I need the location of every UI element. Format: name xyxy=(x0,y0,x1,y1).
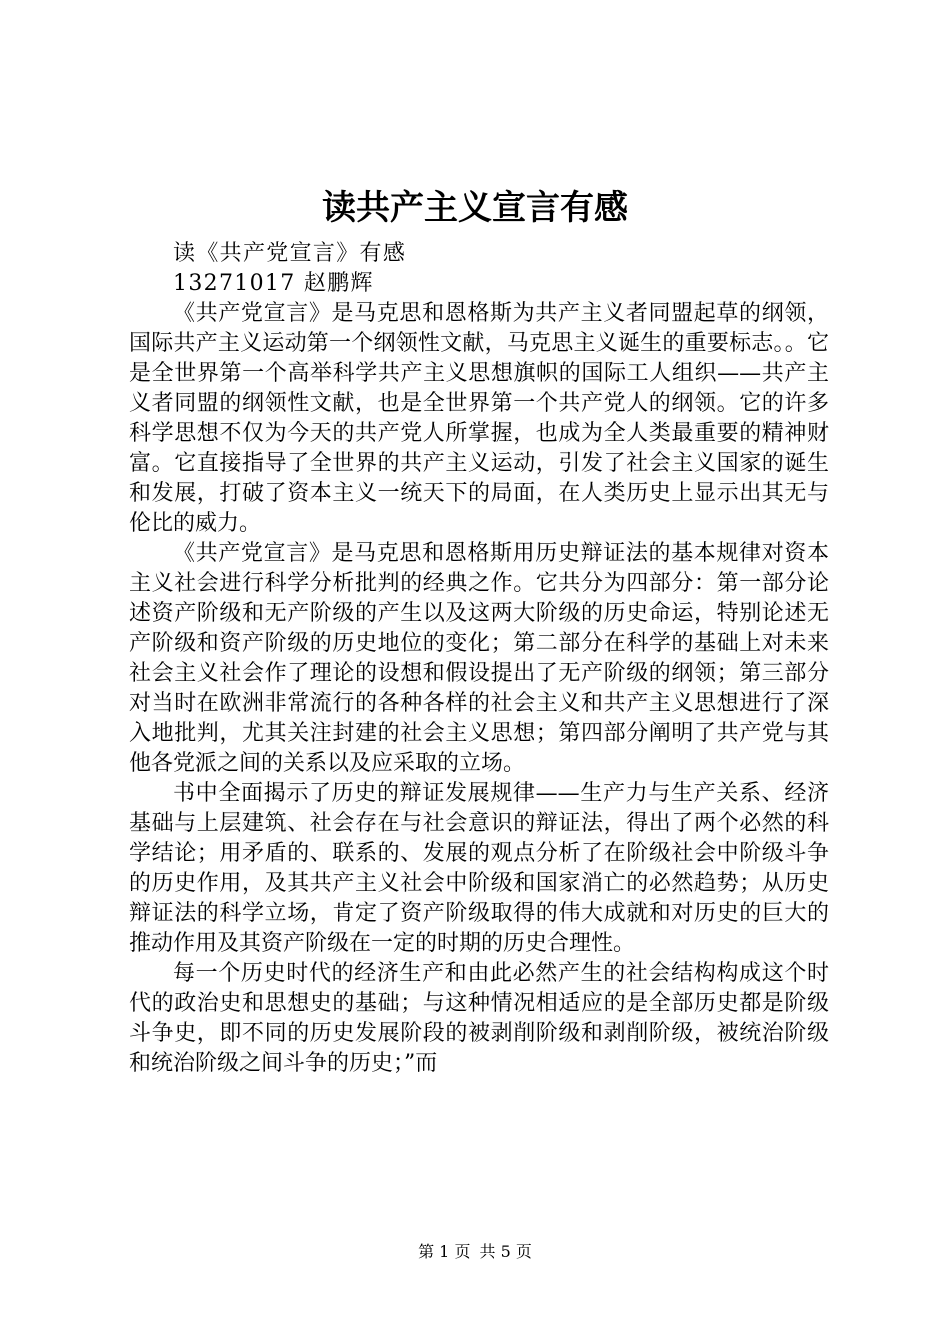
document-body xyxy=(129,239,829,1079)
page-number-current: 第 1 页 xyxy=(418,1242,471,1261)
author-line: 13271017 赵鹏辉 xyxy=(173,271,374,296)
paragraph-4: 每一个历史时代的经济生产和由此必然产生的社会结构构成这个时代的政治史和思想史的基础；与这种情况相适应的是全部历史都是阶级斗争史，即不同的历史发展阶段的被剥削阶级和剥削阶级，被统治阶级和统治阶级之间斗争的历史；”而 xyxy=(129,961,829,1076)
paragraph-2: 《共产党宣言》是马克思和恩格斯用历史辩证法的基本规律对资本主义社会进行科学分析批判的经典之作。它共分为四部分：第一部分论述资产阶级和无产阶级的产生以及这两大阶级的历史命运，特别论述无产阶级和资产阶级的历史地位的变化；第二部分在科学的基础上对未来社会主义社会作了理论的设想和假设提出了无产阶级的纲领；第三部分对当时在欧洲非常流行的各种各样的社会主义和共产主义思想进行了深入地批判，尤其关注封建的社会主义思想；第四部分阐明了共产党与其他各党派之间的关系以及应采取的立场。 xyxy=(129,541,829,776)
document-title: 读共产主义宣言有感 xyxy=(322,188,628,228)
page-number-total: 共 5 页 xyxy=(479,1242,532,1261)
paragraph-1: 《共产党宣言》是马克思和恩格斯为共产主义者同盟起草的纲领，国际共产主义运动第一个纲领性文献，马克思主义诞生的重要标志。。它是全世界第一个高举科学共产主义思想旗帜的国际工人组织——共产主义者同盟的纲领性文献，也是全世界第一个共产党人的纲领。它的许多科学思想不仅为今天的共产党人所掌握，也成为全人类最重要的精神财富。它直接指导了全世界的共产主义运动，引发了社会主义国家的诞生和发展，打破了资本主义一统天下的局面，在人类历史上显示出其无与伦比的威力。 xyxy=(129,301,829,536)
page-footer xyxy=(0,1242,950,1262)
subtitle-line: 读《共产党宣言》有感 xyxy=(173,241,407,266)
paragraph-3: 书中全面揭示了历史的辩证发展规律——生产力与生产关系、经济基础与上层建筑、社会存在与社会意识的辩证法，得出了两个必然的科学结论；用矛盾的、联系的、发展的观点分析了在阶级社会中阶级斗争的历史作用，及其共产主义社会中阶级和国家消亡的必然趋势；从历史辩证法的科学立场，肯定了资产阶级取得的伟大成就和对历史的巨大的推动作用及其资产阶级在一定的时期的历史合理性。 xyxy=(129,781,829,956)
